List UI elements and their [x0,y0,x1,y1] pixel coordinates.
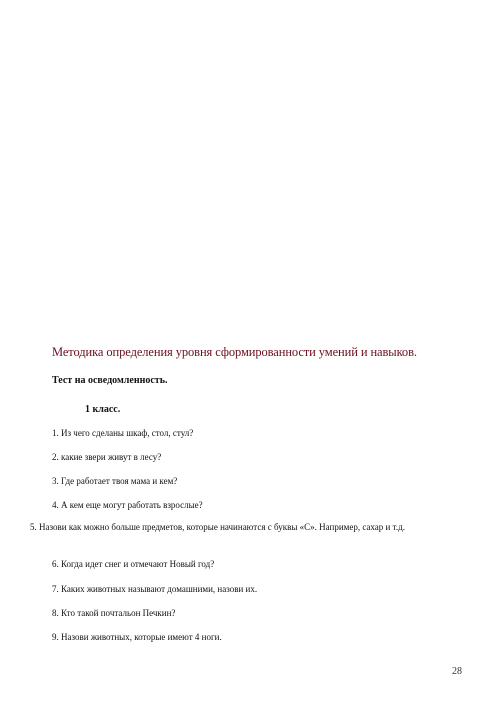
question-2: 2. какие звери живут в лесу? [52,452,162,462]
test-title: Тест на осведомленность. [52,375,168,386]
question-3: 3. Где работает твоя мама и кем? [52,476,178,486]
grade-label: 1 класс. [85,404,121,415]
document-heading: Методика определения уровня сформированности умений и навыков. [52,345,417,359]
question-1: 1. Из чего сделаны шкаф, стол, стул? [52,428,194,438]
question-9: 9. Назови животных, которые имеют 4 ноги. [52,632,222,642]
question-6: 6. Когда идет снег и отмечают Новый год? [52,559,215,569]
page-number: 28 [452,666,462,677]
question-5: 5. Назови как можно больше предметов, которые начинаются с буквы «С». Например, сахар и т.д. [30,522,405,532]
question-8: 8. Кто такой почтальон Печкин? [52,608,176,618]
question-7: 7. Каких животных называют домашними, назови их. [52,584,258,594]
question-4: 4. А кем еще могут работать взрослые? [52,500,203,510]
